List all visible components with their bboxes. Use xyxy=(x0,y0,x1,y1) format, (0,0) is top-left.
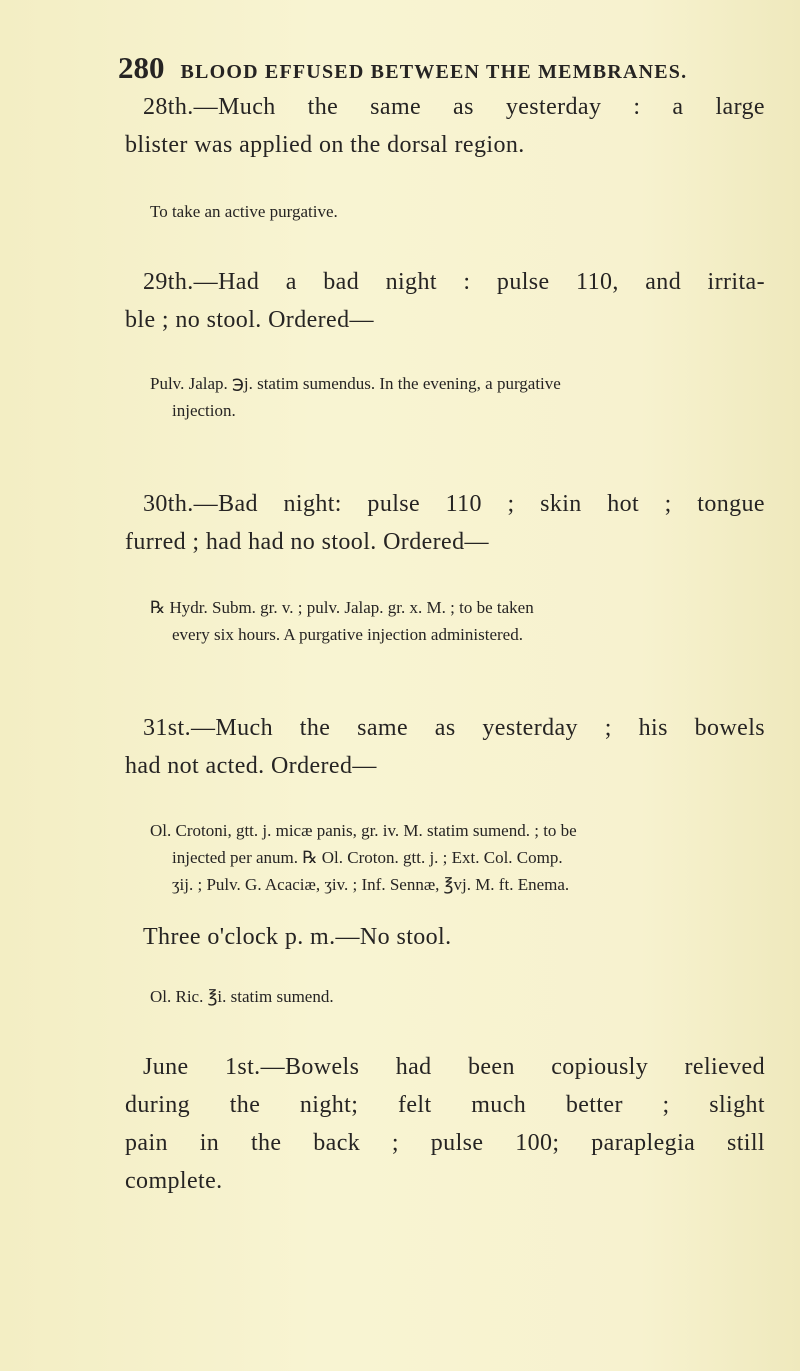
entry-28th xyxy=(125,88,765,164)
entry-line: June 1st.—Bowels had been copiously relieved xyxy=(143,1054,765,1080)
entry-line: during the night; felt much better ; slight xyxy=(125,1092,765,1118)
entry-30th xyxy=(125,485,765,561)
prescription-31st xyxy=(150,817,762,898)
entry-line: ble ; no stool. Ordered— xyxy=(125,307,374,333)
prescription-line: Pulv. Jalap. ℈j. statim sumendus. In the evening, a purgative injection. xyxy=(150,374,561,420)
running-head: BLOOD EFFUSED BETWEEN THE MEMBRANES. xyxy=(180,61,688,83)
entry-31st xyxy=(125,709,765,785)
page-header xyxy=(118,50,758,86)
prescription-line: To take an active purgative. xyxy=(150,202,338,221)
prescription-line: ℞ Hydr. Subm. gr. v. ; pulv. Jalap. gr. x. M. ; to be taken every six hours. A purgative injection administered. xyxy=(150,598,534,644)
entry-line: had not acted. Ordered— xyxy=(125,753,377,779)
entry-line: 28th.—Much the same as yesterday : a large xyxy=(143,94,765,120)
entry-line: furred ; had had no stool. Ordered— xyxy=(125,529,489,555)
prescription-30th xyxy=(150,594,762,648)
entry-june-1st xyxy=(125,1048,765,1200)
entry-line: 29th.—Had a bad night : pulse 110, and irrita- xyxy=(143,269,765,295)
prescription-29th xyxy=(150,370,762,424)
prescription-three-oclock xyxy=(150,983,762,1010)
prescription-28th xyxy=(150,198,762,225)
prescription-line: Ol. Crotoni, gtt. j. micæ panis, gr. iv. M. statim sumend. ; to be injected per anum. ℞ Ol. Croton. gtt. j. ; Ext. Col. Comp. ʒij. ; Pulv. G. Acaciæ, ʒiv. ; Inf. Sennæ, ℥vj. M. ft. Enema. xyxy=(150,821,577,894)
page-number: 280 xyxy=(118,50,165,85)
prescription-line: Ol. Ric. ℥i. statim sumend. xyxy=(150,987,334,1006)
entry-line: blister was applied on the dorsal region. xyxy=(125,132,525,158)
entry-line: Three o'clock p. m.—No stool. xyxy=(143,924,452,950)
entry-29th xyxy=(125,263,765,339)
entry-line: pain in the back ; pulse 100; paraplegia still xyxy=(125,1130,765,1156)
entry-line: 31st.—Much the same as yesterday ; his bowels xyxy=(143,715,765,741)
entry-line: complete. xyxy=(125,1168,223,1194)
entry-three-oclock xyxy=(125,918,765,956)
entry-line: 30th.—Bad night: pulse 110 ; skin hot ; tongue xyxy=(143,491,765,517)
